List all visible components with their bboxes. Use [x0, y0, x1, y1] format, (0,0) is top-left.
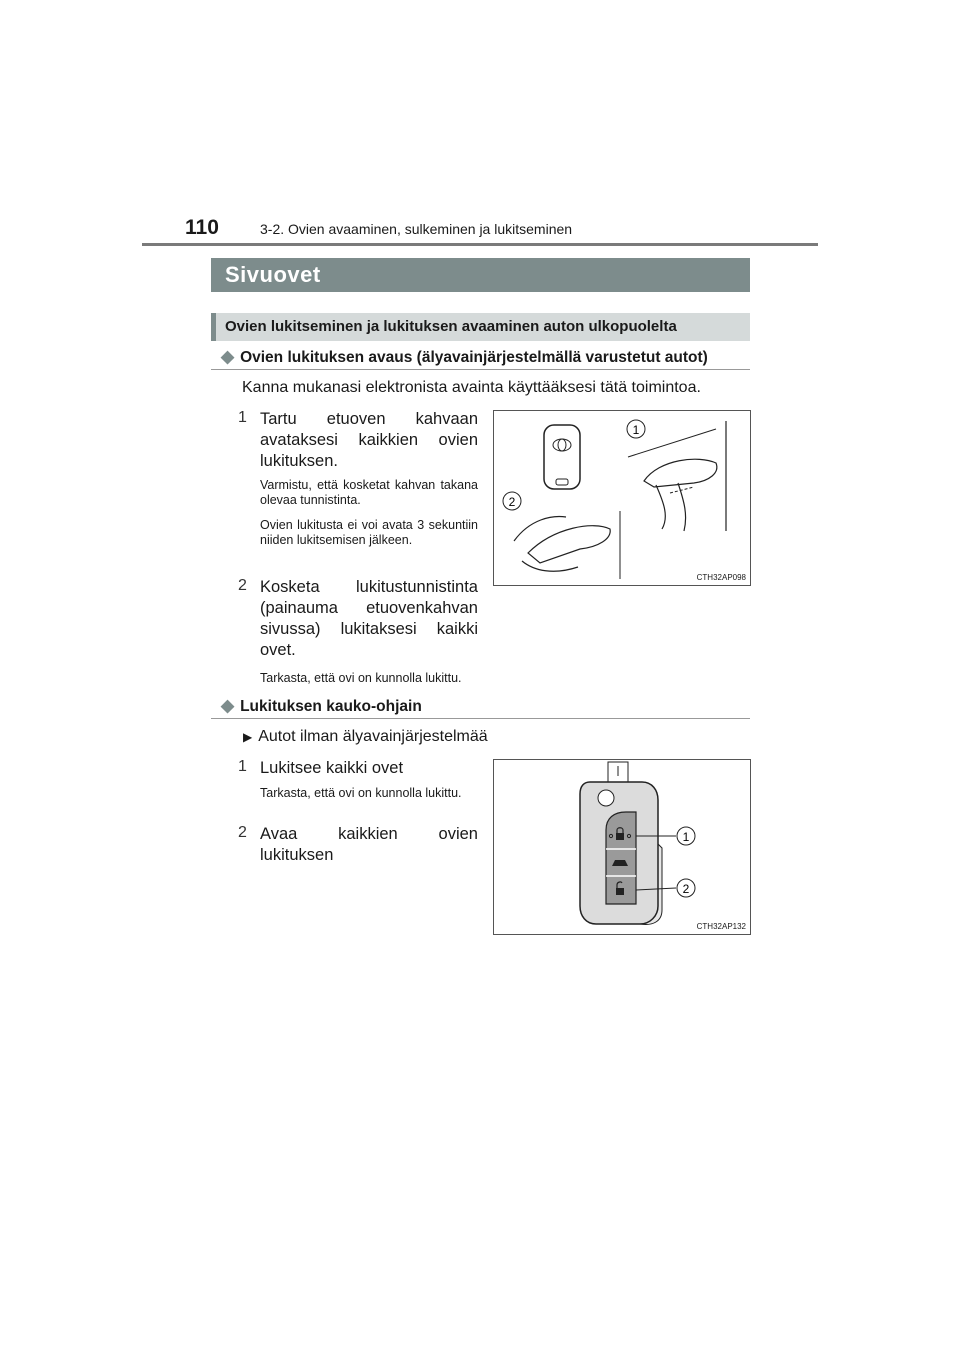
section-title-bar — [211, 258, 750, 292]
figure2-code: CTH32AP132 — [696, 922, 746, 931]
section-title: Sivuovet — [225, 262, 321, 287]
door-handle-illustration — [494, 411, 750, 585]
step1-note2: Ovien lukitusta ei voi avata 3 sekuntiin niiden lukitsemisen jälkeen. — [260, 518, 478, 547]
step1-note1: Varmistu, että kosketat kahvan takana olevaa tunnistinta. — [260, 478, 478, 507]
figure1-code: CTH32AP098 — [696, 573, 746, 582]
step2-number: 2 — [238, 577, 247, 594]
part1-heading — [221, 347, 708, 367]
step2-note: Tarkasta, että ovi on kunnolla lukittu. — [260, 671, 462, 685]
figure1-callout-1: 1 — [632, 423, 640, 437]
diamond-icon: ◆ — [221, 347, 235, 366]
figure1-callout-2: 2 — [508, 495, 516, 509]
diamond-icon: ◆ — [221, 696, 235, 715]
chapter-title: 3-2. Ovien avaaminen, sulkeminen ja lukitseminen — [260, 221, 573, 237]
part2-heading — [221, 696, 422, 716]
part2-heading-text: Lukituksen kauko-ohjain — [240, 698, 422, 715]
step1-text: Tartu etuoven kahvaan avataksesi kaikkien ovien lukituksen. — [260, 410, 478, 470]
subsection-title: Ovien lukitseminen ja lukituksen avaaminen auton ulkopuolelta — [225, 318, 677, 335]
key-fob-illustration — [494, 760, 750, 934]
part1-intro: Kanna mukanasi elektronista avainta käyttääksesi tätä toimintoa. — [242, 379, 701, 396]
figure2-callout-2: 2 — [682, 882, 690, 896]
remote-step1-text: Lukitsee kaikki ovet — [260, 759, 404, 777]
header-divider — [142, 243, 818, 246]
smart-key-door-figure — [493, 410, 751, 586]
remote-step1-number: 1 — [238, 758, 247, 775]
arrow-item-text: Autot ilman älyavainjärjestelmää — [258, 728, 488, 745]
part2-heading-rule — [211, 718, 750, 719]
part1-heading-rule — [211, 369, 750, 370]
remote-step1-note: Tarkasta, että ovi on kunnolla lukittu. — [260, 786, 462, 800]
step2-text: Kosketa lukitustunnistinta (painauma etuovenkahvan sivussa) lukitaksesi kaikki ovet. — [260, 578, 478, 659]
step1-number: 1 — [238, 409, 247, 426]
part1-heading-text: Ovien lukituksen avaus (älyavainjärjestelmällä varustetut autot) — [240, 349, 708, 366]
page-number: 110 — [185, 216, 219, 239]
remote-step2-text: Avaa kaikkien ovien lukituksen — [260, 825, 478, 864]
arrow-item — [243, 728, 488, 746]
subsection-title-bar — [211, 313, 750, 341]
figure2-callout-1: 1 — [682, 830, 690, 844]
remote-step2-number: 2 — [238, 824, 247, 841]
triangle-right-icon: ▶ — [243, 730, 253, 744]
remote-key-figure — [493, 759, 751, 935]
